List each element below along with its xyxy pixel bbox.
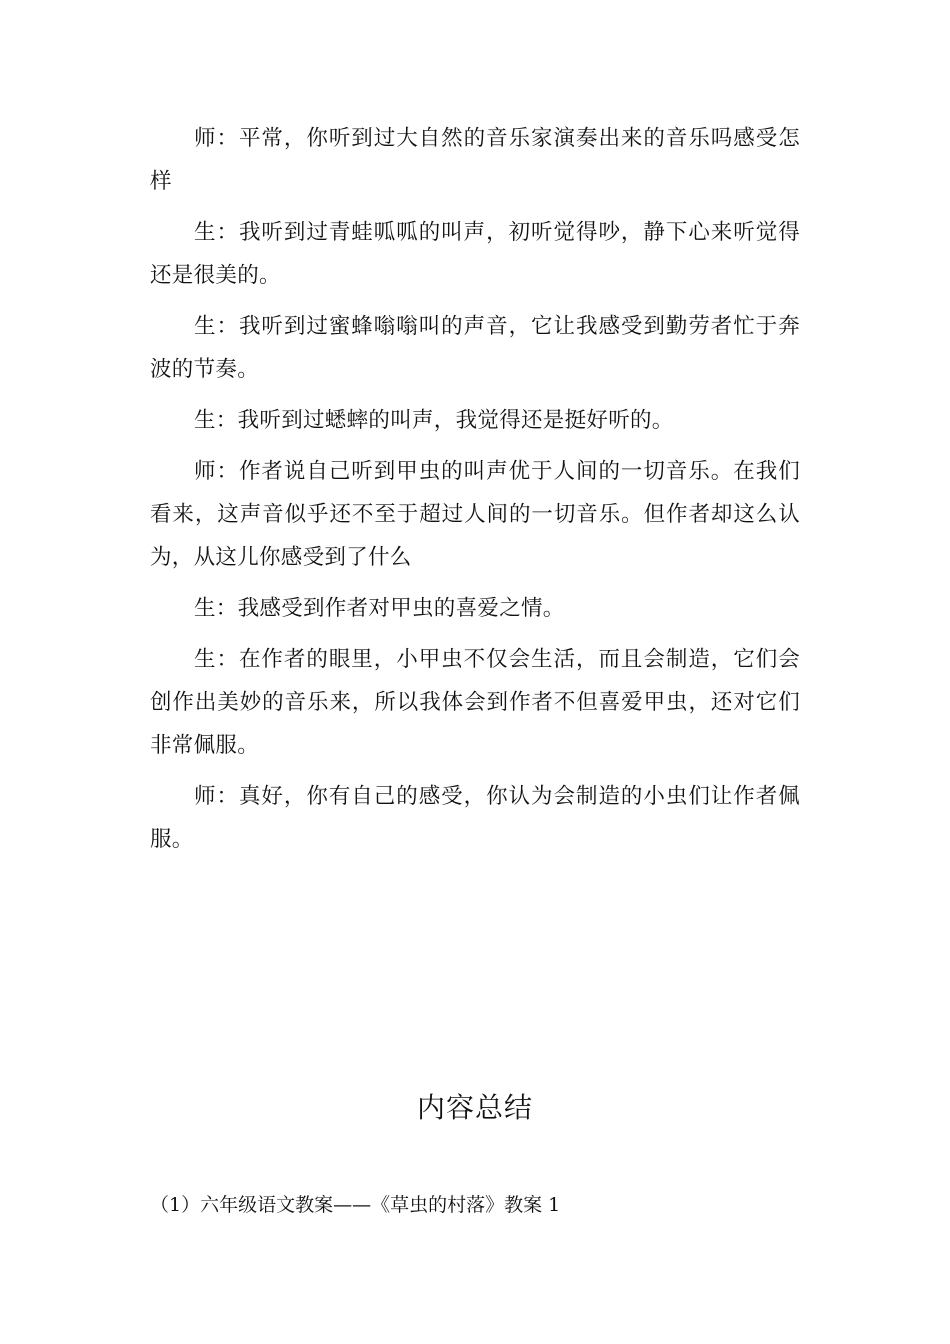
dialogue-paragraph: 生：在作者的眼里，小甲虫不仅会生活，而且会制造，它们会创作出美妙的音乐来，所以我体会到作者不但喜爱甲虫，还对它们非常佩服。 xyxy=(150,647,800,758)
dialogue-paragraph: 生：我感受到作者对甲虫的喜爱之情。 xyxy=(194,596,565,621)
summary-item: （1）六年级语文教案——《草虫的村落》教案 1 xyxy=(150,1194,561,1216)
dialogue-paragraph: 生：我听到过蜜蜂嗡嗡叫的声音，它让我感受到勤劳者忙于奔波的节奏。 xyxy=(150,314,800,382)
dialogue-paragraph: 师：平常，你听到过大自然的音乐家演奏出来的音乐吗感受怎样 xyxy=(150,126,800,194)
dialogue-body xyxy=(150,117,800,869)
dialogue-paragraph: 生：我听到过蟋蟀的叫声，我觉得还是挺好听的。 xyxy=(194,408,674,433)
summary-heading: 内容总结 xyxy=(416,1091,533,1124)
dialogue-paragraph: 师：作者说自己听到甲虫的叫声优于人间的一切音乐。在我们看来，这声音似乎还不至于超过人间的一切音乐。但作者却这么认为，从这儿你感受到了什么 xyxy=(150,459,800,570)
dialogue-paragraph: 师：真好，你有自己的感受，你认为会制造的小虫们让作者佩服。 xyxy=(150,784,800,852)
dialogue-paragraph: 生：我听到过青蛙呱呱的叫声，初听觉得吵，静下心来听觉得还是很美的。 xyxy=(150,220,800,288)
